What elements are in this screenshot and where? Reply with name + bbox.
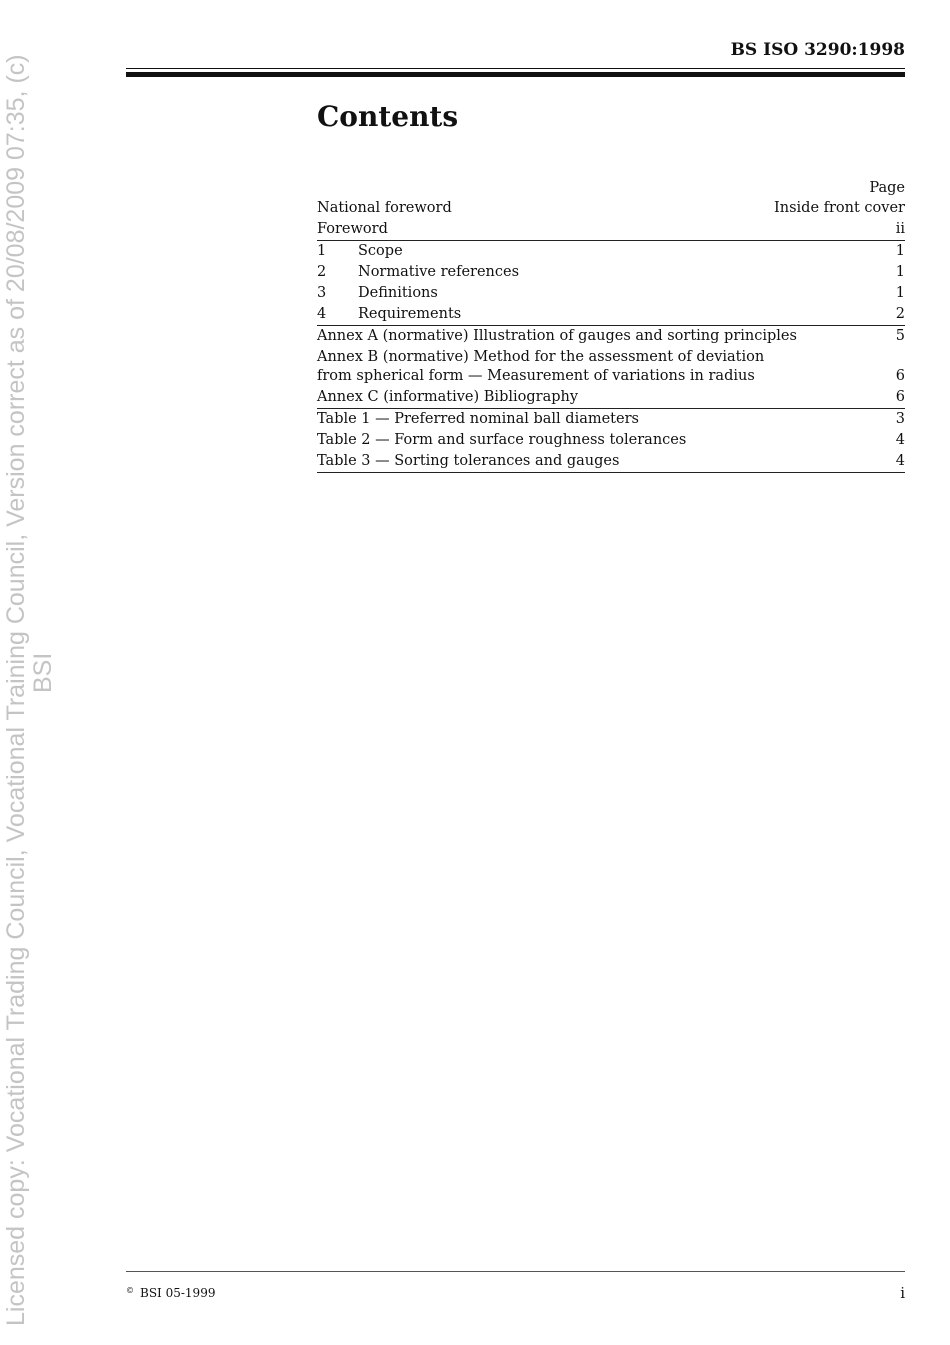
toc-entry-label: Annex A (normative) Illustration of gauges and sorting principles	[317, 328, 797, 344]
toc-entry-label: Foreword	[317, 221, 388, 237]
toc-entry[interactable]	[317, 304, 905, 325]
header-rule-thick	[126, 72, 905, 77]
toc-entry-label: Normative references	[358, 264, 520, 280]
toc-entry-page: 1	[895, 285, 905, 301]
toc-entry[interactable]	[317, 283, 905, 304]
toc-entry-page: 6	[895, 389, 905, 405]
toc-entry-label-line-2: from spherical form — Measurement of variations in radius	[317, 368, 755, 384]
toc-entry-label: Definitions	[358, 285, 438, 301]
toc-entry-page: 5	[895, 328, 905, 344]
licensed-copy-watermark	[0, 0, 60, 1345]
toc-entry[interactable]	[317, 240, 905, 262]
toc-entry-page: 4	[895, 432, 905, 448]
toc-entry-page: 1	[895, 243, 905, 259]
toc-entry[interactable]	[317, 387, 905, 408]
toc-entry[interactable]	[317, 451, 905, 473]
toc-entry[interactable]	[317, 262, 905, 283]
toc-entry-label: Annex C (informative) Bibliography	[317, 389, 579, 405]
toc-entry-page: 4	[895, 453, 905, 469]
toc-entry-label-line-1: Annex B (normative) Method for the assessment of deviation	[317, 349, 765, 365]
toc-entry-label: Table 1 — Preferred nominal ball diameters	[317, 411, 639, 427]
footer-copyright	[126, 1286, 215, 1300]
watermark-line-2: BSI	[29, 652, 57, 693]
toc-entry[interactable]	[317, 219, 905, 240]
toc-entry[interactable]	[317, 347, 905, 387]
clause-number: 4	[317, 306, 327, 322]
table-of-contents	[317, 178, 905, 473]
toc-entry-page: 3	[895, 411, 905, 427]
toc-entry[interactable]	[317, 325, 905, 347]
toc-entry-page: Inside front cover	[774, 200, 905, 216]
toc-entry-page: 6	[895, 368, 905, 384]
header-rule-thin	[126, 68, 905, 69]
toc-entry-page: 1	[895, 264, 905, 280]
publisher-date: BSI 05-1999	[140, 1286, 216, 1300]
toc-entry-label: Scope	[358, 243, 403, 259]
toc-entry[interactable]	[317, 198, 905, 219]
page-number: i	[900, 1284, 905, 1302]
page-title: Contents	[317, 100, 459, 133]
toc-entry-label: Table 2 — Form and surface roughness tolerances	[317, 432, 687, 448]
clause-number: 1	[317, 243, 327, 259]
page-column-heading: Page	[869, 180, 905, 196]
clause-number: 2	[317, 264, 327, 280]
copyright-symbol: ©	[126, 1286, 134, 1295]
toc-entry-label: Requirements	[358, 306, 462, 322]
toc-entry[interactable]	[317, 408, 905, 430]
clause-number: 3	[317, 285, 327, 301]
toc-entry-page: ii	[895, 221, 905, 237]
toc-entry[interactable]	[317, 430, 905, 451]
footer-rule	[126, 1271, 905, 1272]
watermark-line-1: Licensed copy: Vocational Trading Council, Vocational Training Council, Version correct as of 20/08/2009 07:35, (c)	[2, 54, 30, 1326]
toc-entry-label: Table 3 — Sorting tolerances and gauges	[317, 453, 620, 469]
document-id: BS ISO 3290:1998	[730, 40, 905, 60]
toc-entry-label: National foreword	[317, 200, 452, 216]
toc-entry-page: 2	[895, 306, 905, 322]
